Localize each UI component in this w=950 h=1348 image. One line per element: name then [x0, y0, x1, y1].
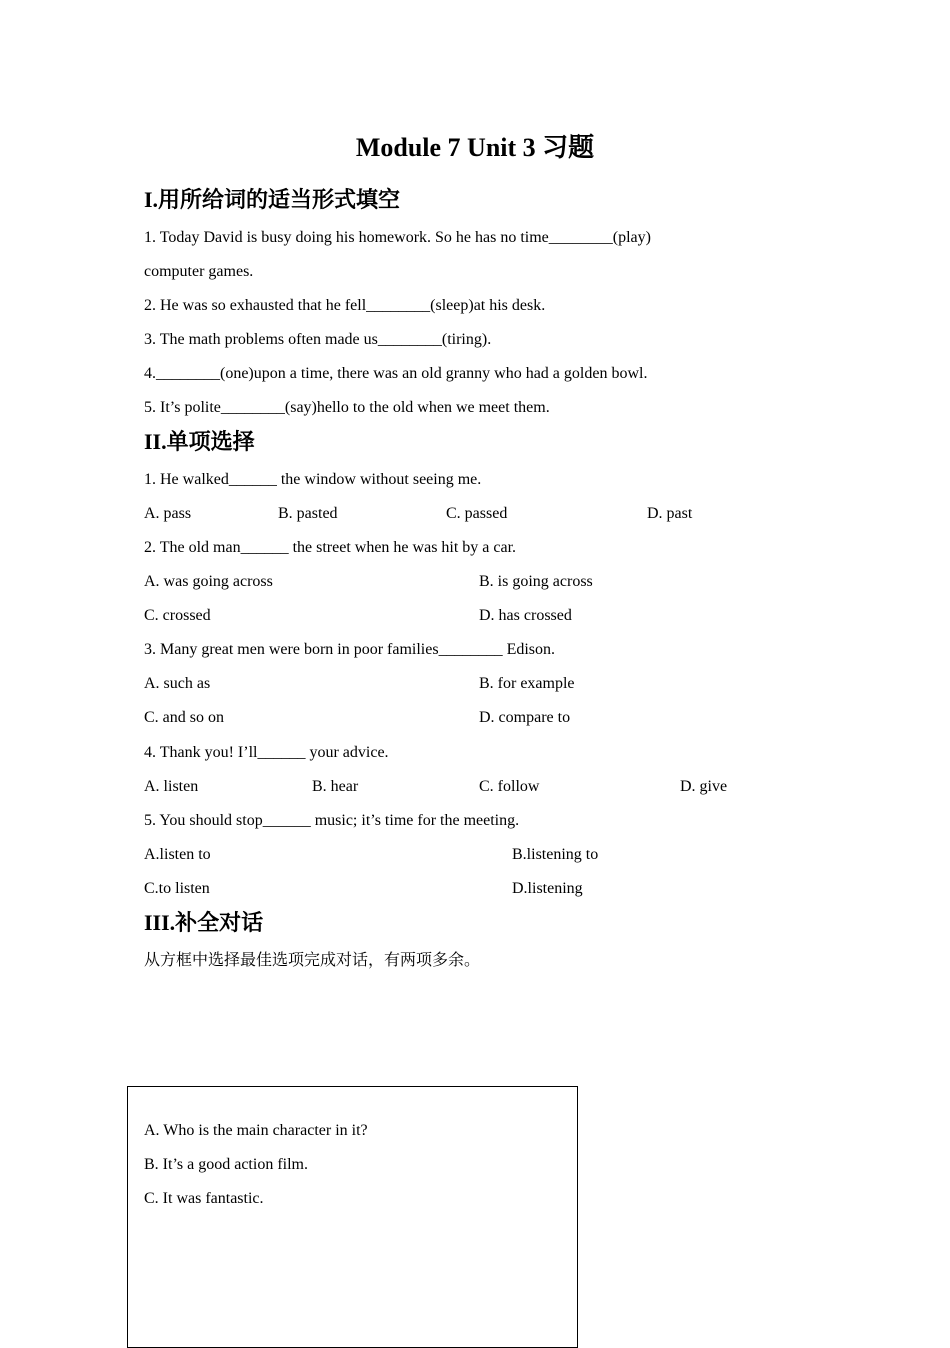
s1-question-1-line-2: computer games. [144, 263, 254, 280]
s2-question-4-option-a: A. listen [144, 778, 199, 795]
s2-question-2-stem: 2. The old man______ the street when he was hit by a car. [144, 539, 517, 556]
s2-question-5-option-d: D.listening [512, 880, 583, 897]
s2-question-5-option-c: C.to listen [144, 880, 210, 897]
s2-question-3-option-c: C. and so on [144, 709, 224, 726]
s2-question-2-option-b: B. is going across [479, 573, 593, 590]
s2-question-5-option-b: B.listening to [512, 846, 599, 863]
section-2-heading: II.单项选择 [144, 429, 255, 454]
s1-question-5: 5. It’s polite________(say)hello to the old when we meet them. [144, 399, 550, 416]
s2-question-3-option-a: A. such as [144, 675, 211, 692]
s2-question-3-option-d: D. compare to [479, 709, 571, 726]
s2-question-4-option-c: C. follow [479, 778, 540, 795]
s2-question-1-option-a: A. pass [144, 505, 192, 522]
s3-option-b: B. It’s a good action film. [144, 1156, 308, 1173]
s1-question-1-line-1: 1. Today David is busy doing his homework. So he has no time________(play) [144, 229, 651, 246]
s2-question-3-option-b: B. for example [479, 675, 575, 692]
s2-question-4-option-d: D. give [680, 778, 728, 795]
s2-question-2-option-a: A. was going across [144, 573, 273, 590]
s2-question-2-option-c: C. crossed [144, 607, 211, 624]
s2-question-2-option-d: D. has crossed [479, 607, 572, 624]
page-title: Module 7 Unit 3 习题 [355, 133, 595, 162]
s3-instruction: 从方框中选择最佳选项完成对话，有两项多余。 [144, 952, 481, 969]
s3-option-c: C. It was fantastic. [144, 1190, 264, 1207]
s2-question-5-option-a: A.listen to [144, 846, 211, 863]
s2-question-1-option-c: C. passed [446, 505, 508, 522]
section-3-heading: III.补全对话 [144, 910, 264, 935]
s2-question-1-option-b: B. pasted [278, 505, 338, 522]
s2-question-1-stem: 1. He walked______ the window without seeing me. [144, 471, 482, 488]
s3-option-a: A. Who is the main character in it? [144, 1122, 368, 1139]
s2-question-5-stem: 5. You should stop______ music; it’s time for the meeting. [144, 812, 520, 829]
s1-question-4: 4.________(one)upon a time, there was an old granny who had a golden bowl. [144, 365, 648, 382]
s2-question-4-stem: 4. Thank you! I’ll______ your advice. [144, 744, 389, 761]
section-1-heading: I.用所给词的适当形式填空 [144, 187, 401, 212]
s2-question-4-option-b: B. hear [312, 778, 359, 795]
s2-question-1-option-d: D. past [647, 505, 693, 522]
s1-question-3: 3. The math problems often made us________(tiring). [144, 331, 492, 348]
s1-question-2: 2. He was so exhausted that he fell________(sleep)at his desk. [144, 297, 546, 314]
s2-question-3-stem: 3. Many great men were born in poor families________ Edison. [144, 641, 556, 658]
